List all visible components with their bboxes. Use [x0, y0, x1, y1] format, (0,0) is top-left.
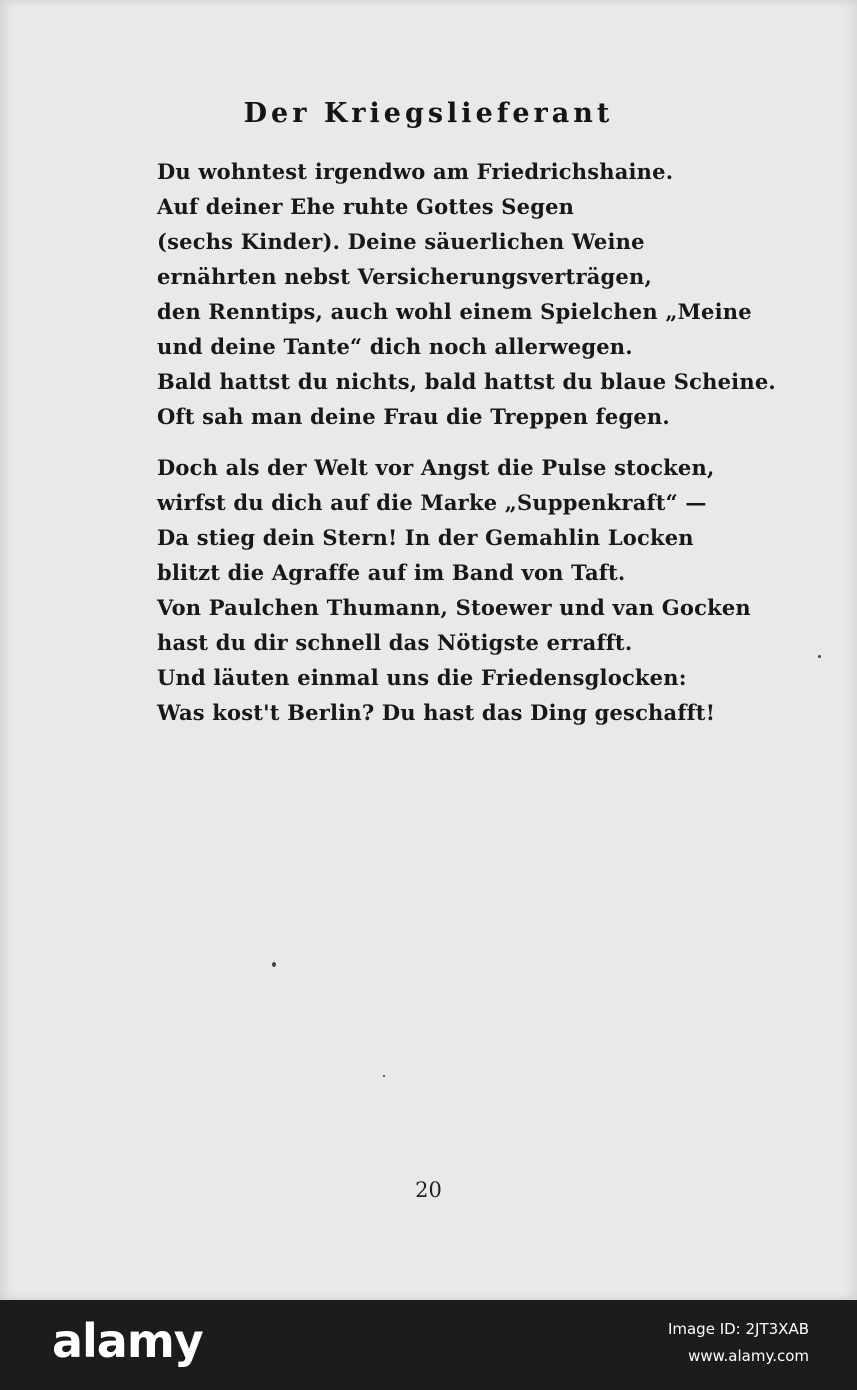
poem-line: (sechs Kinder). Deine säuerlichen Weine	[157, 229, 645, 254]
poem-line: Von Paulchen Thumann, Stoewer und van Gocken	[157, 595, 751, 620]
poem-line: den Renntips, auch wohl einem Spielchen „Meine	[157, 299, 752, 324]
poem-line: Du wohntest irgendwo am Friedrichshaine.	[157, 159, 674, 184]
poem-line: Und läuten einmal uns die Friedensglocken:	[157, 665, 687, 690]
paper-speck	[818, 655, 821, 658]
poem-line: Auf deiner Ehe ruhte Gottes Segen	[157, 194, 575, 219]
site-url: www.alamy.com	[688, 1347, 809, 1365]
poem-title: Der Kriegslieferant	[243, 98, 614, 129]
paper-speck	[272, 962, 276, 967]
poem-line: blitzt die Agraffe auf im Band von Taft.	[157, 560, 626, 585]
poem-line: wirfst du dich auf die Marke „Suppenkraft“ —	[157, 490, 707, 515]
poem-line: Doch als der Welt vor Angst die Pulse stocken,	[157, 455, 715, 480]
paper-speck	[383, 1075, 385, 1077]
poem-line: Was kost't Berlin? Du hast das Ding geschafft!	[157, 700, 716, 725]
poem-line: ernährten nebst Versicherungsverträgen,	[157, 264, 652, 289]
watermark-banner	[0, 1300, 857, 1390]
stanza-2	[157, 450, 827, 730]
page-number: 20	[415, 1178, 442, 1202]
poem-line: Oft sah man deine Frau die Treppen fegen.	[157, 404, 670, 429]
poem-line: hast du dir schnell das Nötigste errafft.	[157, 630, 633, 655]
alamy-logo: alamy	[52, 1314, 203, 1368]
poem-line: Da stieg dein Stern! In der Gemahlin Locken	[157, 525, 694, 550]
poem-line: Bald hattst du nichts, bald hattst du blaue Scheine.	[157, 369, 776, 394]
image-id-label: Image ID: 2JT3XAB	[667, 1320, 809, 1338]
poem-line: und deine Tante“ dich noch allerwegen.	[157, 334, 633, 359]
stanza-1	[157, 154, 827, 434]
